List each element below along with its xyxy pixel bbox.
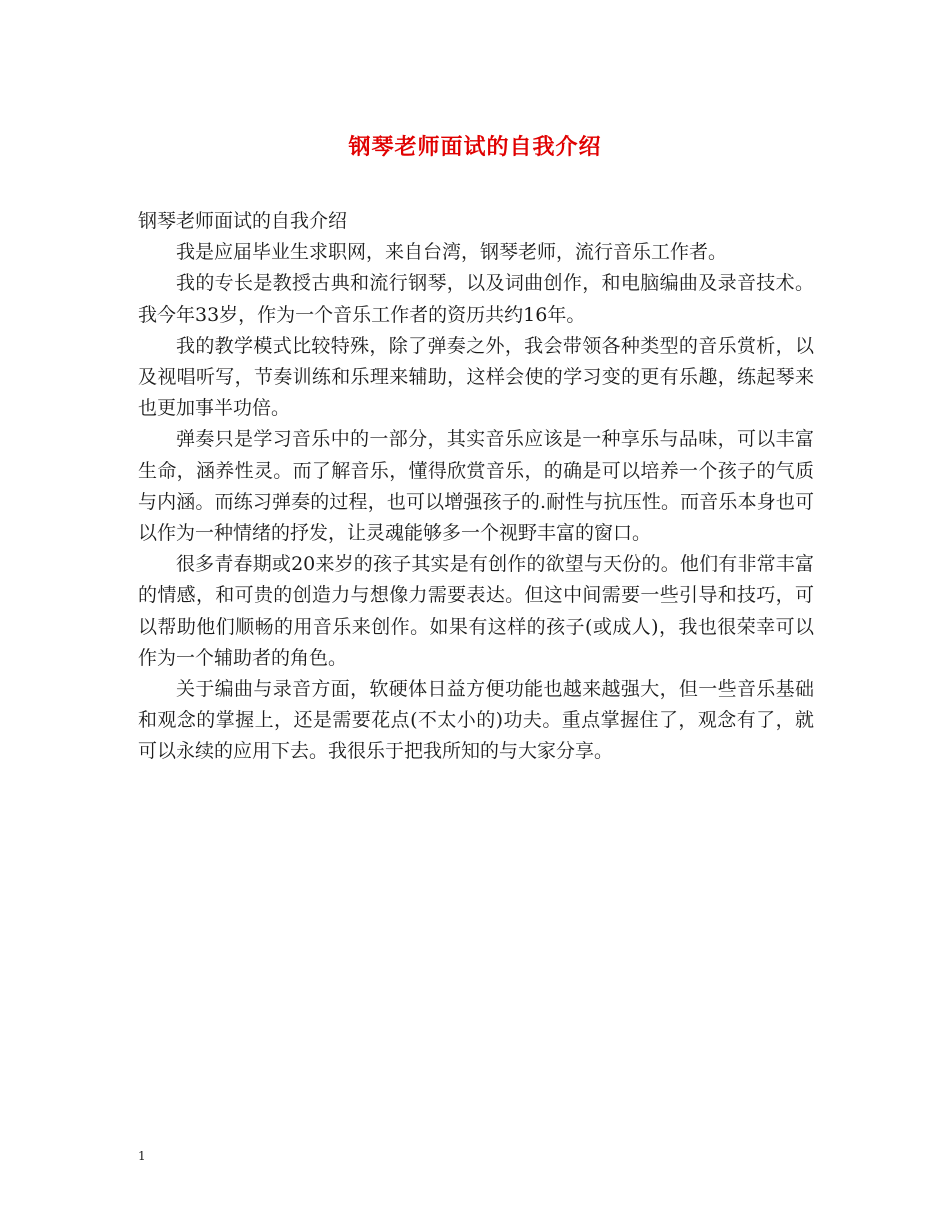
music-value-paragraph: 弹奏只是学习音乐中的一部分，其实音乐应该是一种享乐与品味，可以丰富生命，涵养性灵。而了解音乐，懂得欣赏音乐，的确是可以培养一个孩子的气质与内涵。而练习弹奏的过程，也可以增强孩子的.耐性与抗压性。而音乐本身也可以作为一种情绪的抒发，让灵魂能够多一个视野丰富的窗口。 [138, 428, 814, 545]
subtitle-paragraph: 钢琴老师面试的自我介绍 [138, 210, 348, 232]
specialty-paragraph: 我的专长是教授古典和流行钢琴，以及词曲创作，和电脑编曲及录音技术。我今年33岁，作为一个音乐工作者的资历共约16年。 [138, 272, 814, 326]
arrangement-paragraph: 关于编曲与录音方面，软硬体日益方便功能也越来越强大，但一些音乐基础和观念的掌握上，还是需要花点(不太小的)功夫。重点掌握住了，观念有了，就可以永续的应用下去。我很乐于把我所知的与大家分享。 [138, 678, 814, 763]
document-body [138, 206, 814, 768]
document-title: 钢琴老师面试的自我介绍 [348, 134, 602, 160]
teaching-method-paragraph: 我的教学模式比较特殊，除了弹奏之外，我会带领各种类型的音乐赏析，以及视唱听写，节奏训练和乐理来辅助，这样会使的学习变的更有乐趣，练起琴来也更加事半功倍。 [138, 334, 814, 420]
creativity-paragraph: 很多青春期或20来岁的孩子其实是有创作的欲望与天份的。他们有非常丰富的情感，和可贵的创造力与想像力需要表达。但这中间需要一些引导和技巧，可以帮助他们顺畅的用音乐来创作。如果有这样的孩子(或成人)，我也很荣幸可以作为一个辅助者的角色。 [138, 553, 814, 669]
intro-paragraph: 我是应届毕业生求职网，来自台湾，钢琴老师，流行音乐工作者。 [176, 241, 728, 264]
page-number: 1 [138, 1149, 146, 1163]
